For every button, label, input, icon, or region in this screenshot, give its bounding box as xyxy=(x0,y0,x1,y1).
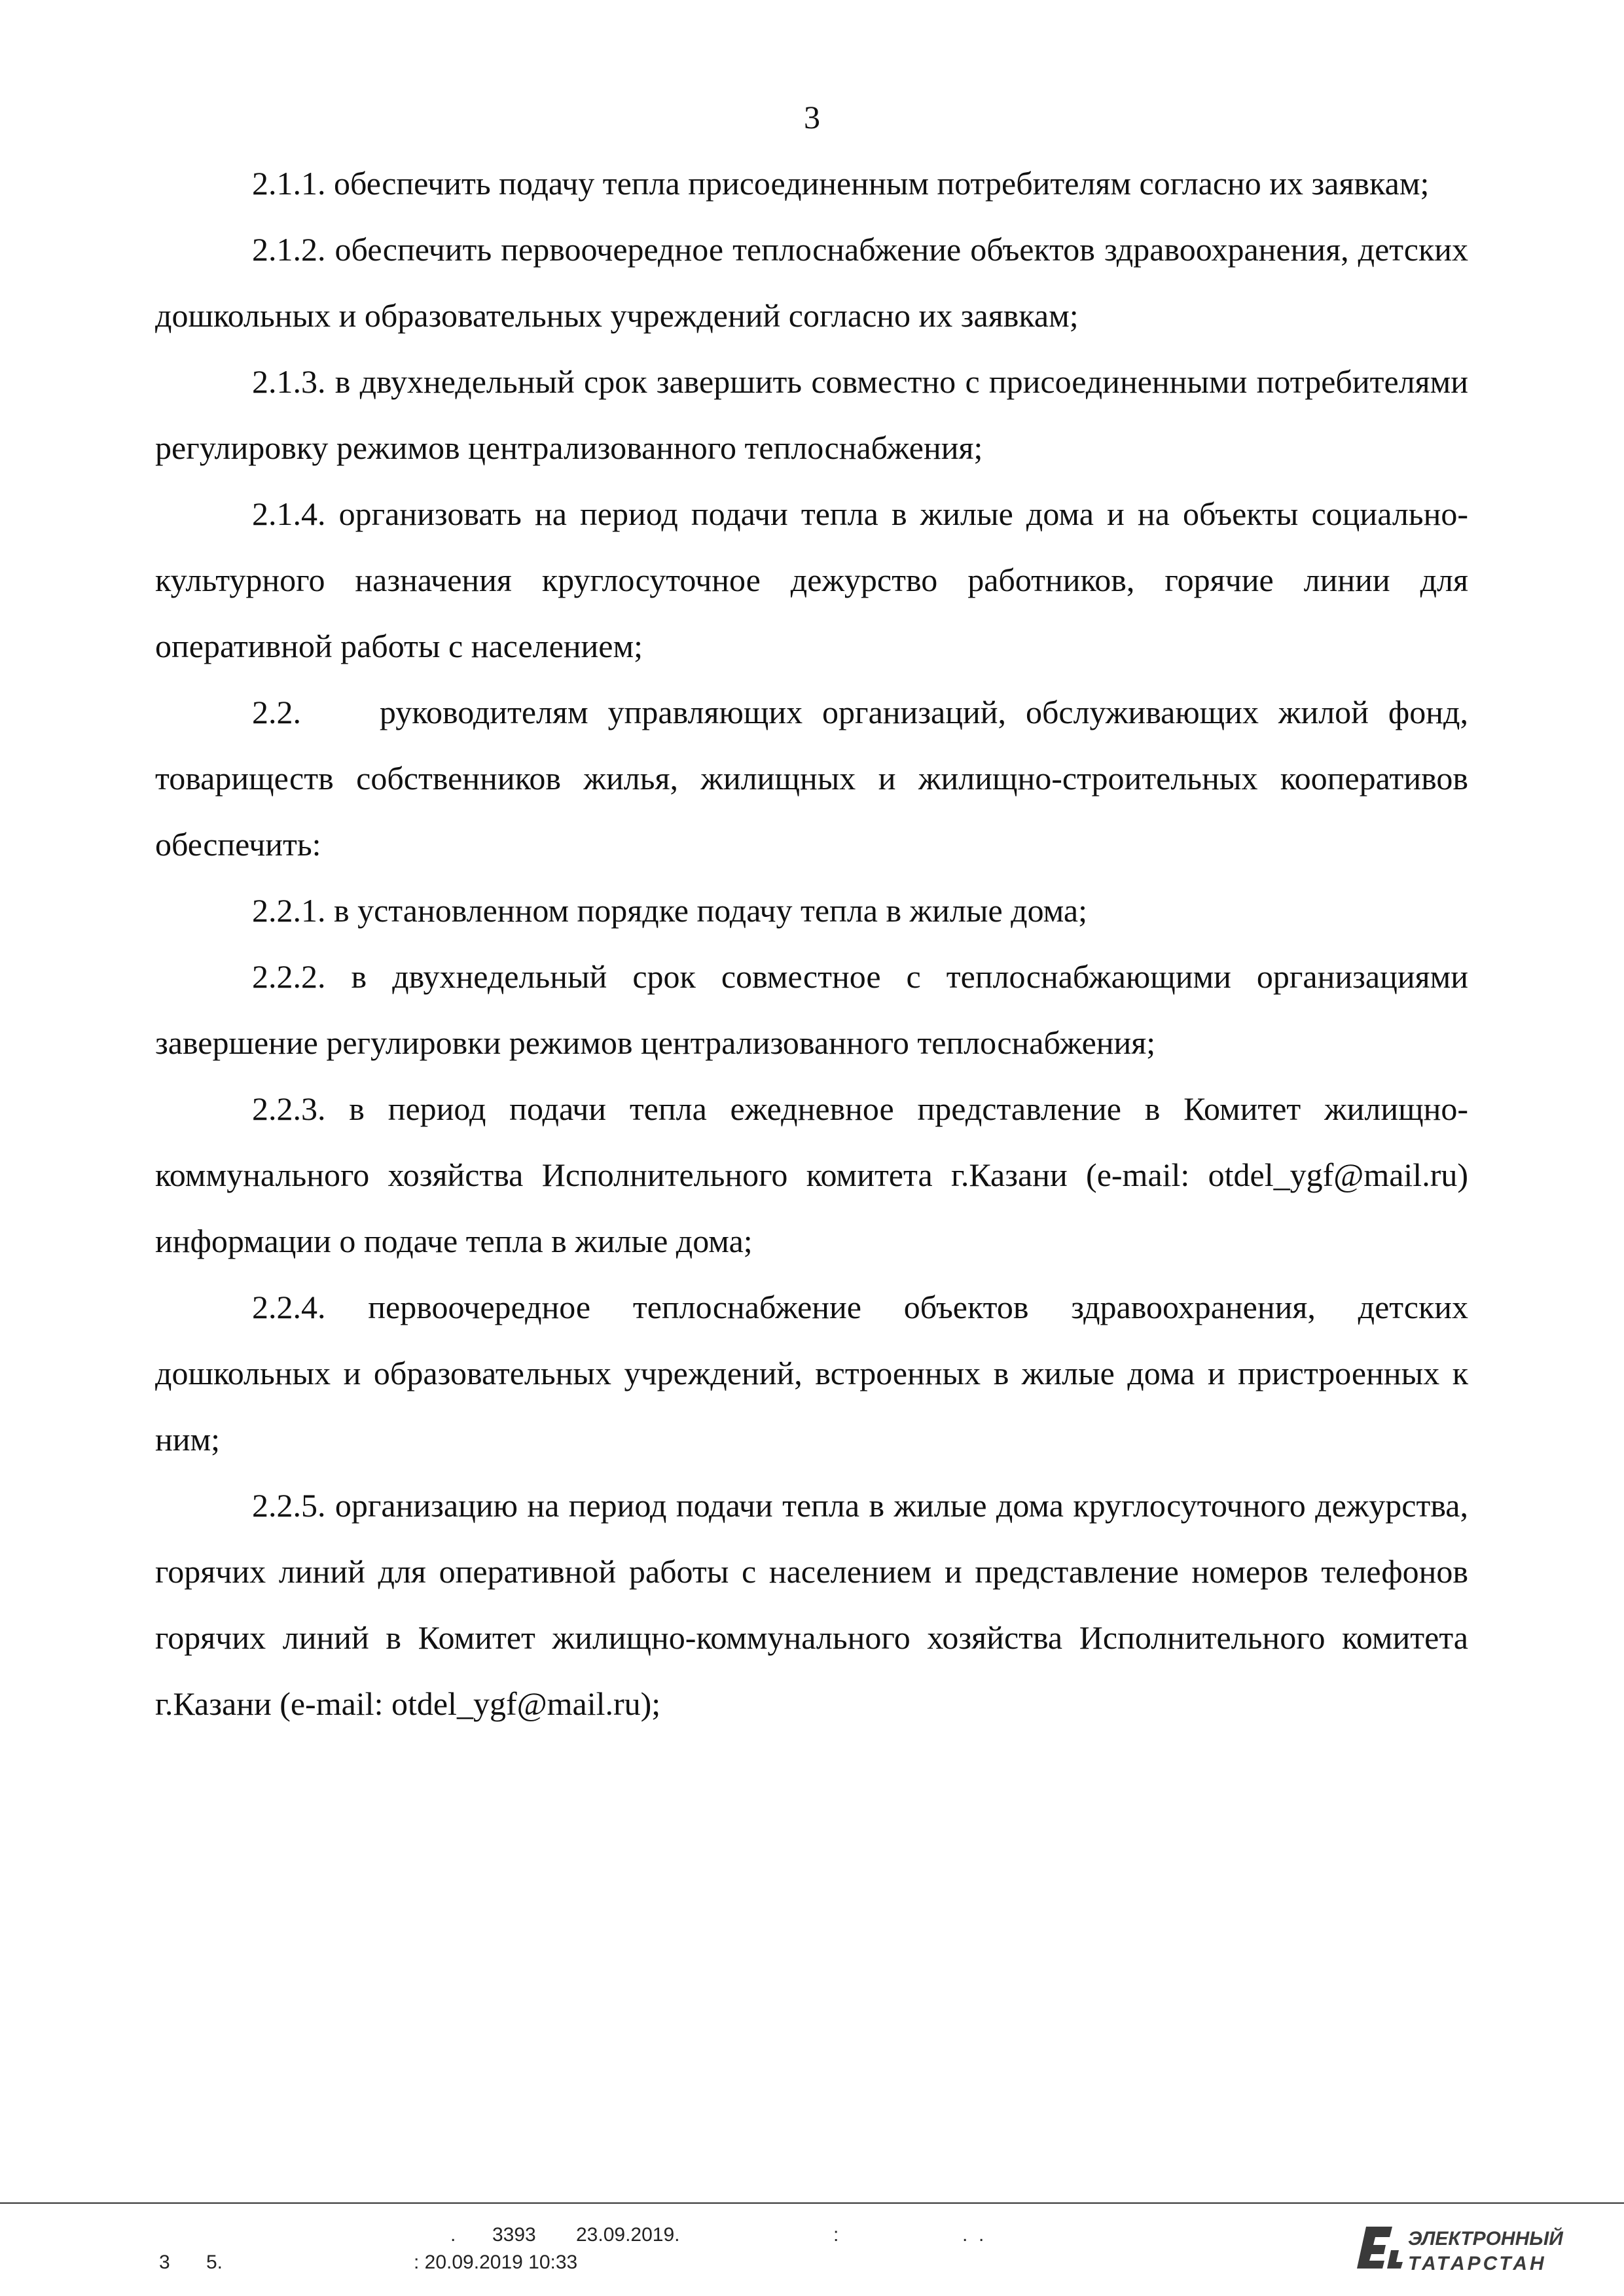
paragraph-2-2-4: 2.2.4. первоочередное теплоснабжение объектов здравоохранения, детских дошкольных и образовательных учреждений, встроенных в жилые дома и пристроенных к ним; xyxy=(155,1289,1468,1458)
footer-signed-timestamp: : 20.09.2019 10:33 xyxy=(414,2251,578,2273)
page-number: 3 xyxy=(804,99,820,135)
logo-text-bottom: ТАТАРСТАН xyxy=(1408,2253,1547,2274)
electronic-tatarstan-emblem-icon xyxy=(1352,2220,1574,2280)
footer-page-total: 5. xyxy=(206,2251,223,2273)
paragraph-2-2-5: 2.2.5. организацию на период подачи тепла в жилые дома круглосуточного дежурства, горячих линий для оперативной работы с населением и представление номеров телефонов горячих линий в Комитет жилищно-коммунального хозяйства Исполнительного комитета г.Казани (e-mail: otdel_ygf@mail.ru); xyxy=(155,1487,1468,1722)
footer-mark-3: . . xyxy=(962,2224,984,2246)
document-body xyxy=(155,151,1477,1737)
footer-doc-date: 23.09.2019. xyxy=(576,2224,680,2246)
paragraph-2-1-3: 2.1.3. в двухнедельный срок завершить совместно с присоединенными потребителями регулировку режимов централизованного теплоснабжения; xyxy=(155,363,1468,466)
electronic-tatarstan-logo xyxy=(1352,2220,1574,2280)
footer-page-current: 3 xyxy=(159,2251,170,2273)
paragraph-2-1-4: 2.1.4. организовать на период подачи тепла в жилые дома и на объекты социально-культурного назначения круглосуточное дежурство работников, горячие линии для оперативной работы с населением; xyxy=(155,495,1468,664)
paragraph-2-2-1: 2.2.1. в установленном порядке подачу тепла в жилые дома; xyxy=(252,892,1088,929)
footer-doc-number: 3393 xyxy=(492,2224,536,2246)
paragraph-2-2-2: 2.2.2. в двухнедельный срок совместное с теплоснабжающими организациями завершение регулировки режимов централизованного теплоснабжения; xyxy=(155,958,1468,1061)
paragraph-2-1-1: 2.1.1. обеспечить подачу тепла присоединенным потребителям согласно их заявкам; xyxy=(252,165,1430,202)
footer-divider xyxy=(0,2202,1624,2204)
logo-text-top: ЭЛЕКТРОННЫЙ xyxy=(1408,2228,1563,2250)
footer-mark-1: . xyxy=(450,2224,456,2246)
footer-mark-2: : xyxy=(833,2224,839,2246)
paragraph-2-2-3: 2.2.3. в период подачи тепла ежедневное представление в Комитет жилищно-коммунального хозяйства Исполнительного комитета г.Казани (e-mail: otdel_ygf@mail.ru) информации о подаче тепла в жилые дома; xyxy=(155,1090,1468,1259)
paragraph-2-2: 2.2. руководителям управляющих организаций, обслуживающих жилой фонд, товариществ собственников жилья, жилищных и жилищно-строительных кооперативов обеспечить: xyxy=(155,694,1477,863)
paragraph-2-1-2: 2.1.2. обеспечить первоочередное теплоснабжение объектов здравоохранения, детских дошкольных и образовательных учреждений согласно их заявкам; xyxy=(155,231,1468,334)
